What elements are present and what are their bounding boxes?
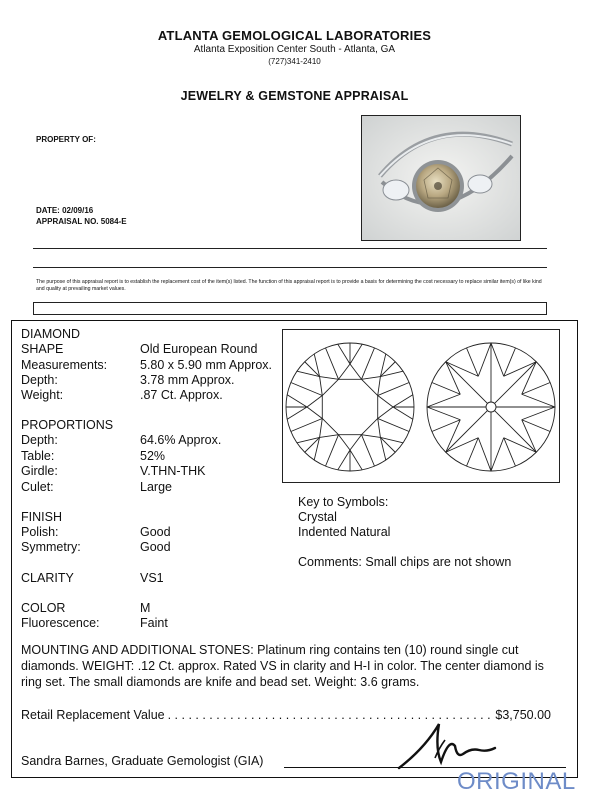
comments: Comments: Small chips are not shown: [298, 555, 512, 569]
original-stamp: ORIGINAL: [457, 768, 576, 795]
crown-diagram: [286, 343, 414, 471]
key-title: Key to Symbols:: [298, 495, 389, 509]
proportions-heading: PROPORTIONS: [21, 418, 114, 432]
depth-percent-label: Depth:: [21, 433, 58, 447]
shape-value: Old European Round: [140, 342, 258, 356]
color-value: M: [140, 601, 151, 615]
table-label: Table:: [21, 449, 55, 463]
symmetry-value: Good: [140, 540, 171, 554]
handwritten-signature: [395, 718, 505, 774]
weight-value: .87 Ct. Approx.: [140, 388, 223, 402]
key-item-indented-natural: Indented Natural: [298, 525, 391, 539]
divider-line: [33, 248, 547, 249]
shape-label: SHAPE: [21, 342, 64, 356]
retail-value: $3,750.00: [495, 708, 551, 722]
girdle-label: Girdle:: [21, 464, 58, 478]
depth-percent-value: 64.6% Approx.: [140, 433, 222, 447]
document-title: JEWELRY & GEMSTONE APPRAISAL: [180, 89, 409, 103]
fluorescence-label: Fluorescence:: [21, 616, 100, 630]
lab-address: Atlanta Exposition Center South - Atlanta, GA: [193, 44, 396, 55]
mounting-description: [21, 642, 561, 690]
date-value: 02/09/16: [62, 206, 94, 215]
clarity-label: CLARITY: [21, 571, 74, 585]
culet-label: Culet:: [21, 480, 54, 494]
girdle-value: V.THN-THK: [140, 464, 206, 478]
gemologist-name: Sandra Barnes, Graduate Gemologist (GIA): [21, 754, 264, 768]
ring-photo: [361, 115, 521, 241]
key-item-crystal: Crystal: [298, 510, 337, 524]
date-label: DATE:: [36, 206, 60, 215]
mounting-heading: MOUNTING AND ADDITIONAL STONES:: [21, 643, 254, 657]
depth-mm-label: Depth:: [21, 373, 58, 387]
pavilion-diagram: [427, 343, 555, 471]
weight-label: Weight:: [21, 388, 64, 402]
ring-illustration: [362, 116, 521, 241]
plot-diagrams: [282, 329, 560, 483]
clarity-value: VS1: [140, 571, 164, 585]
appraisal-no-label: APPRAISAL NO.: [36, 217, 99, 226]
color-label: COLOR: [21, 601, 66, 615]
culet-value: Large: [140, 480, 172, 494]
retail-label: Retail Replacement Value: [21, 708, 165, 722]
property-of-label: PROPERTY OF:: [36, 135, 96, 144]
purpose-statement: The purpose of this appraisal report is to establish the replacement cost of the item(s) listed. The function of this appraisal report is to provide a basis for determining the cost necessary to replace similar item(s) of like kind and quality at prevailing market values.: [36, 279, 542, 292]
lab-name: ATLANTA GEMOLOGICAL LABORATORIES: [157, 28, 432, 43]
polish-label: Polish:: [21, 525, 59, 539]
depth-mm-value: 3.78 mm Approx.: [140, 373, 235, 387]
diamond-diagram-svg: [283, 330, 561, 484]
separator-bar: [33, 302, 547, 315]
symmetry-label: Symmetry:: [21, 540, 81, 554]
date-line: [36, 206, 93, 215]
mounting-text: Platinum ring contains ten (10) round single cut diamonds. WEIGHT: .12 Ct. approx. Rated VS in clarity and H-I in color. The center diamond is ring set. The small diamonds are knife and bead set. Weight: 3.6 grams.: [21, 643, 544, 689]
lab-phone: (727)341-2410: [268, 57, 321, 66]
fluorescence-value: Faint: [140, 616, 168, 630]
appraisal-no-value: 5084-E: [100, 217, 127, 226]
appraisal-number-line: [36, 217, 127, 226]
measurements-value: 5.80 x 5.90 mm Approx.: [140, 358, 273, 372]
measurements-label: Measurements:: [21, 358, 108, 372]
diamond-heading: DIAMOND: [21, 327, 81, 341]
finish-heading: FINISH: [21, 510, 62, 524]
polish-value: Good: [140, 525, 171, 539]
table-value: 52%: [140, 449, 166, 463]
divider-line: [33, 267, 547, 268]
